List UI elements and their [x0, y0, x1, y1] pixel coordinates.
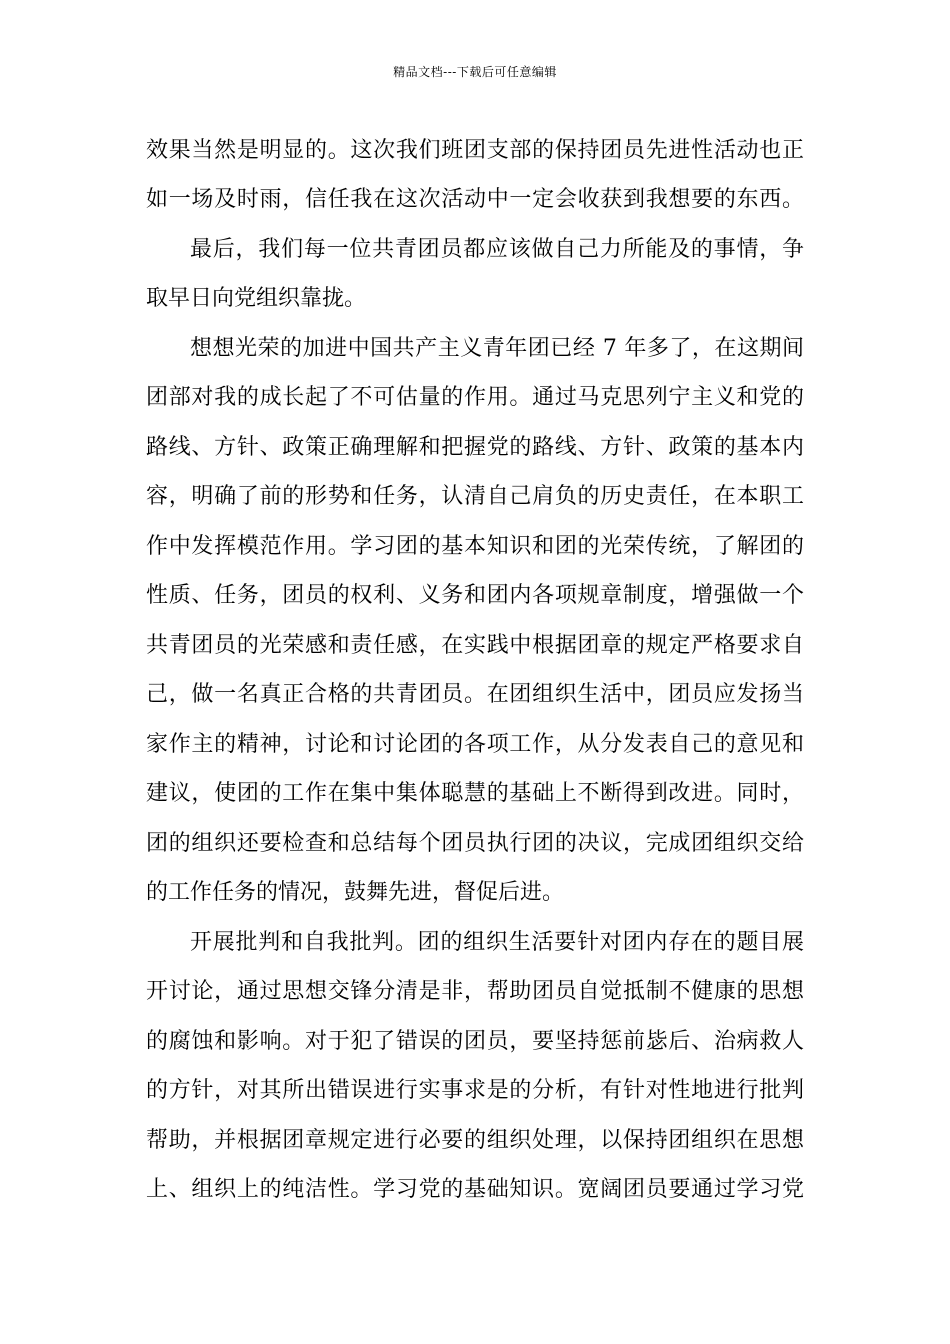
- paragraph-first-line: 想想光荣的加进中国共产主义青年团已经 7 年多了，在这期间: [190, 336, 804, 361]
- text-line: 容，明确了前的形势和任务，认清自己肩负的历史责任，在本职工: [146, 484, 804, 509]
- text-line: 上、组织上的纯洁性。学习党的基础知识。宽阔团员要通过学习党: [146, 1177, 804, 1202]
- paragraph-first-line: 开展批判和自我批判。团的组织生活要针对团内存在的题目展: [190, 930, 804, 955]
- text-line: 帮助，并根据团章规定进行必要的组织处理，以保持团组织在思想: [146, 1128, 804, 1153]
- text-line: 路线、方针、政策正确理解和把握党的路线、方针、政策的基本内: [146, 435, 804, 460]
- text-line: 建议，使团的工作在集中集体聪慧的基础上不断得到改进。同时，: [146, 781, 804, 806]
- text-line: 团的组织还要检查和总结每个团员执行团的决议，完成团组织交给: [146, 831, 804, 856]
- text-line: 效果当然是明显的。这次我们班团支部的保持团员先进性活动也正: [146, 138, 804, 163]
- text-line: 开讨论，通过思想交锋分清是非，帮助团员自觉抵制不健康的思想: [146, 979, 804, 1004]
- text-line: 取早日向党组织靠拢。: [146, 286, 367, 311]
- page-header: 精品文档---下载后可任意编辑: [393, 65, 557, 79]
- text-line: 共青团员的光荣感和责任感，在实践中根据团章的规定严格要求自: [146, 633, 804, 658]
- text-line: 的工作任务的情况，鼓舞先进，督促后进。: [146, 880, 565, 905]
- text-line: 己，做一名真正合格的共青团员。在团组织生活中，团员应发扬当: [146, 682, 804, 707]
- text-line: 作中发挥模范作用。学习团的基本知识和团的光荣传统，了解团的: [146, 534, 804, 559]
- text-line: 如一场及时雨，信任我在这次活动中一定会收获到我想要的东西。: [146, 187, 804, 212]
- text-line: 家作主的精神，讨论和讨论团的各项工作，从分发表自己的意见和: [146, 732, 804, 757]
- text-line: 团部对我的成长起了不可估量的作用。通过马克思列宁主义和党的: [146, 385, 804, 410]
- text-line: 的方针，对其所出错误进行实事求是的分析，有针对性地进行批判: [146, 1078, 804, 1103]
- text-line: 的腐蚀和影响。对于犯了错误的团员，要坚持惩前毖后、治病救人: [146, 1029, 804, 1054]
- text-line: 性质、任务，团员的权利、义务和团内各项规章制度，增强做一个: [146, 583, 804, 608]
- paragraph-first-line: 最后，我们每一位共青团员都应该做自己力所能及的事情，争: [190, 237, 804, 262]
